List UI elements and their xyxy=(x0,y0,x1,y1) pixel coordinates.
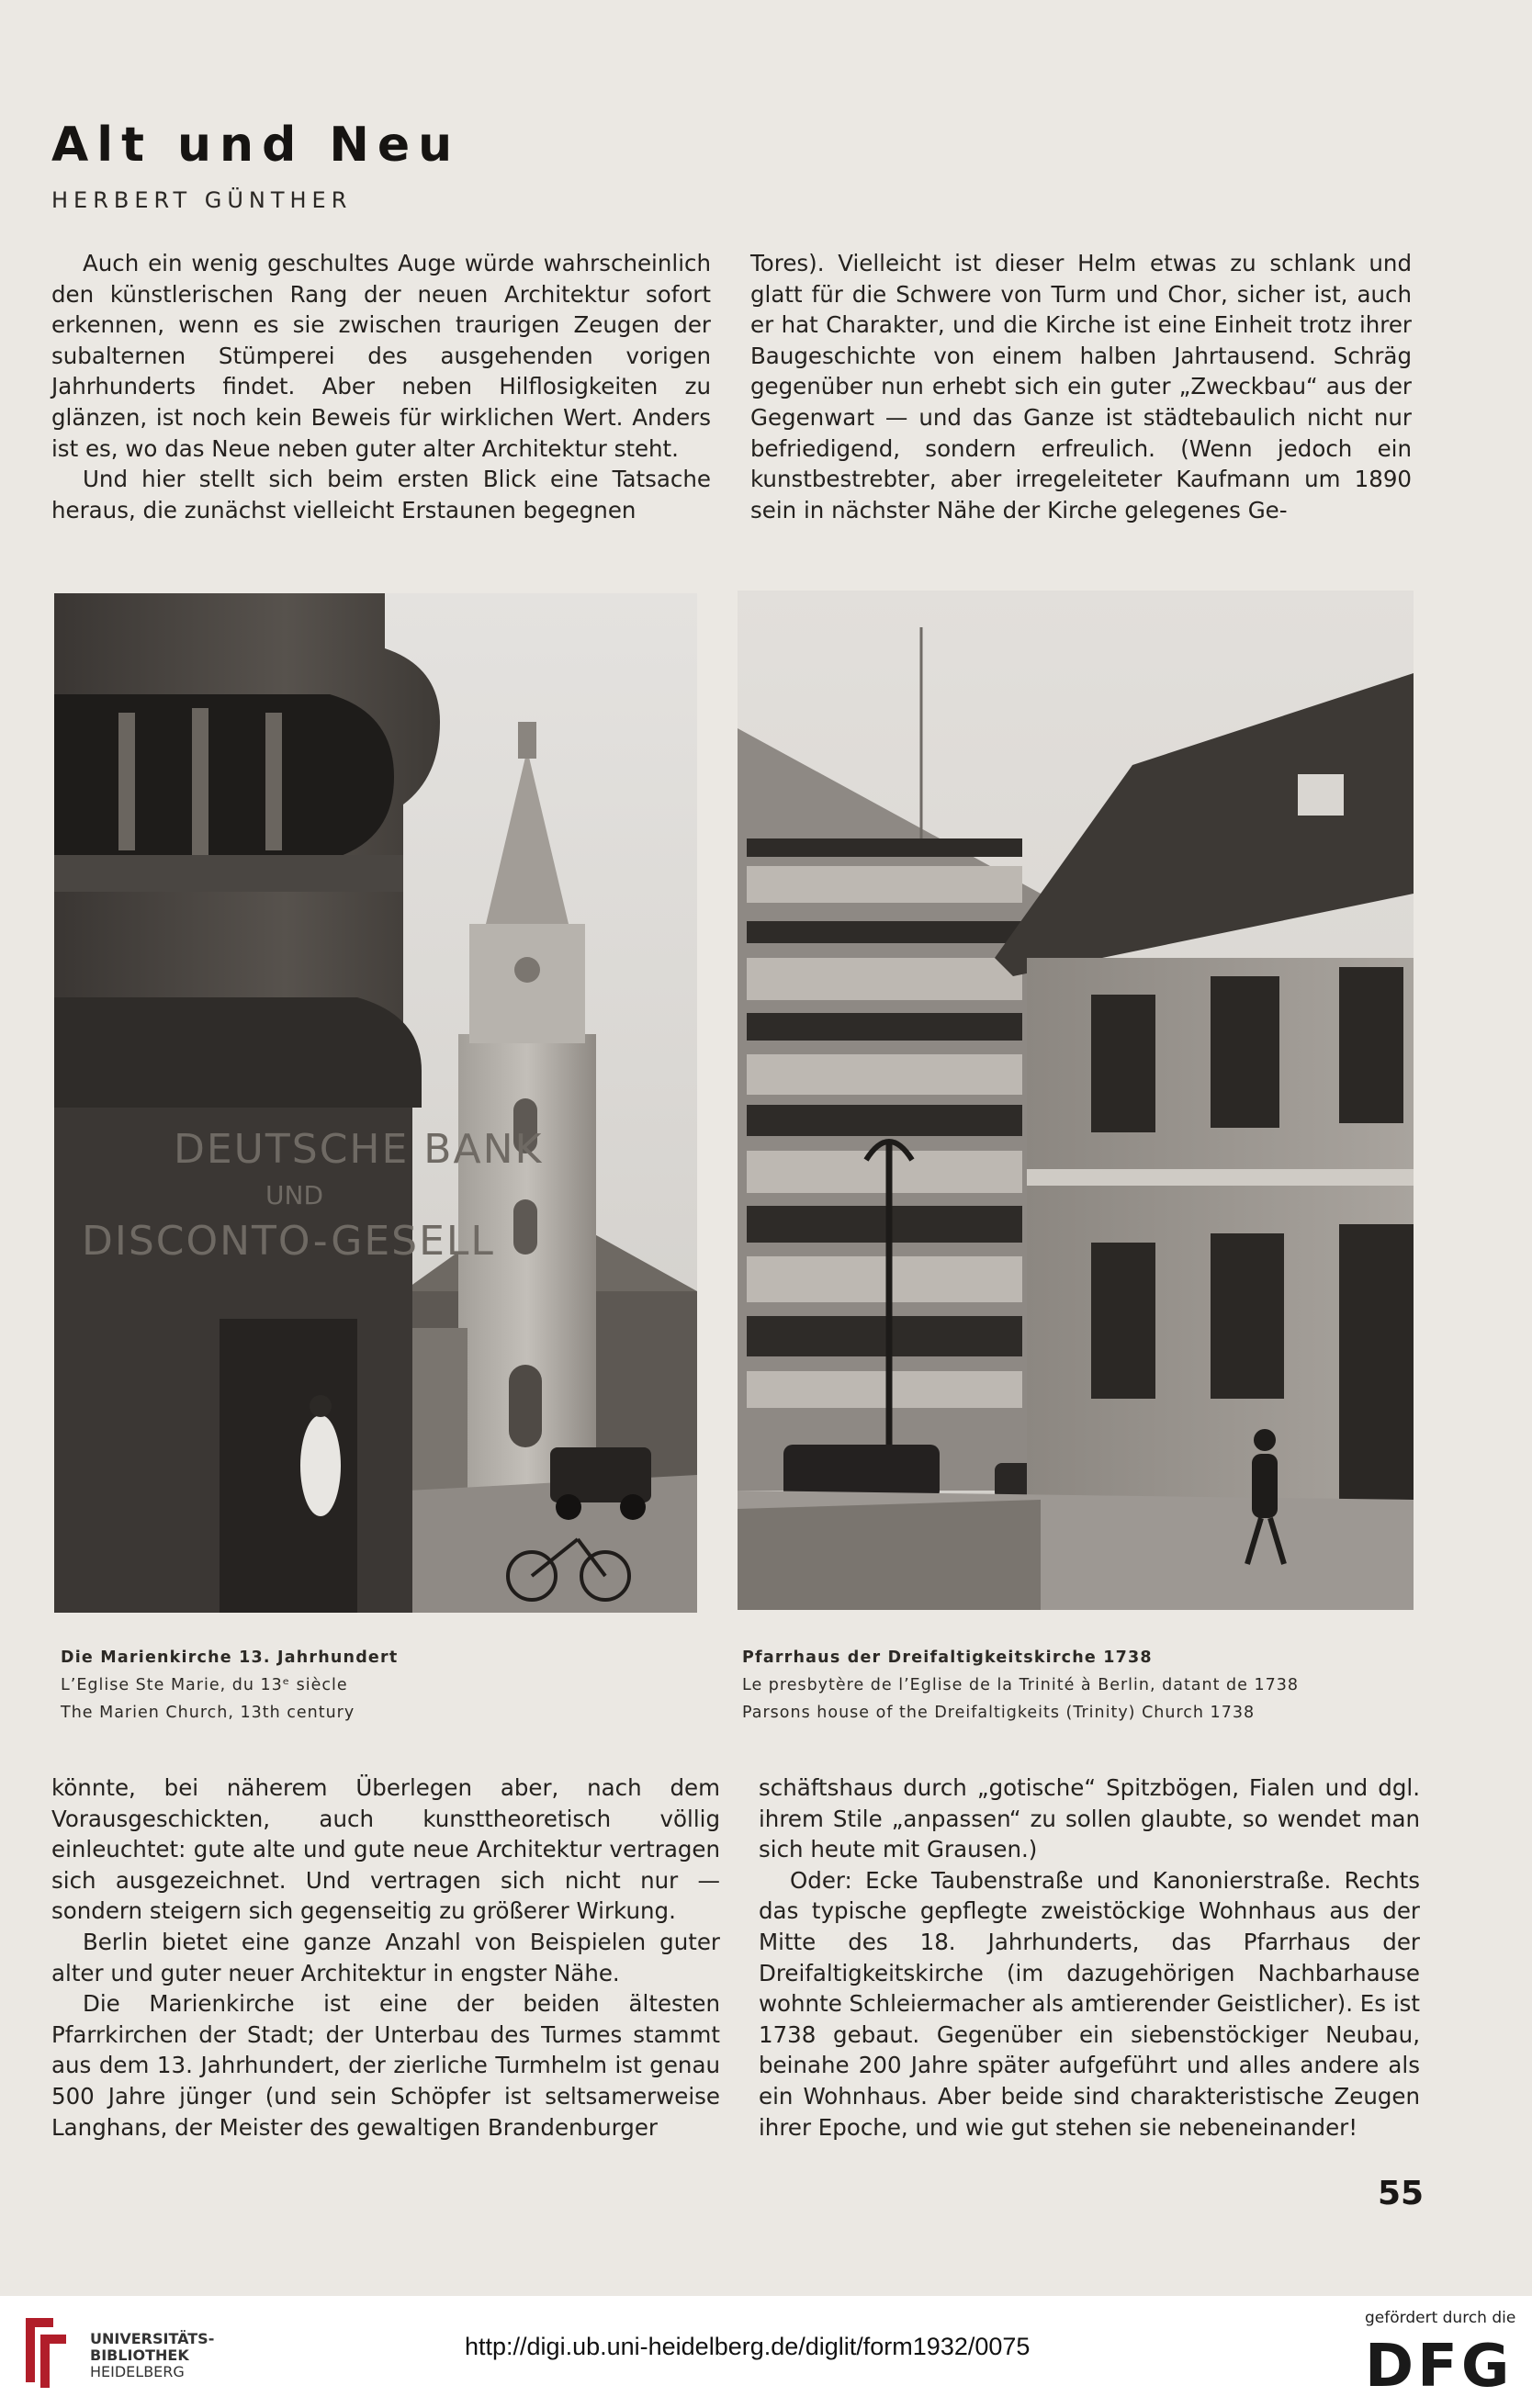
paragraph: Auch ein wenig geschultes Auge würde wahrscheinlich den künstlerischen Rang der neuen Architektur sofort erkennen, wenn es sie zwischen traurigen Zeugen der subalternen Stümperei des ausgehenden vorigen Jahrhunderts findet. Aber neben Hilflosigkeiten zu glänzen, ist noch kein Beweis für wirklichen Wert. Anders ist es, wo das Neue neben guter alter Architektur steht. xyxy=(51,250,711,462)
caption-marienkirche xyxy=(61,1644,704,1727)
paragraph: Berlin bietet eine ganze Anzahl von Beispielen guter alter und guter neuer Architektur in engster Nähe. xyxy=(51,1928,720,1986)
sign-line-3: DISCONTO-GESELL xyxy=(82,1218,495,1265)
paragraph: Die Marienkirche ist eine der beiden ältesten Pfarrkirchen der Stadt; der Unterbau des Turmes stammt aus dem 13. Jahrhundert, der zierliche Turmhelm ist genau 500 Jahre jünger (und sein Schöpfer ist seltsamerweise Langhans, der Meister des gewaltigen Brandenburger xyxy=(51,1990,720,2141)
caption-french: Le presbytère de l’Eglise de la Trinité à Berlin, datant de 1738 xyxy=(742,1676,1300,1694)
university-library-logo-icon xyxy=(18,2309,73,2391)
funding-label: gefördert durch die xyxy=(1365,2309,1516,2327)
photo-pfarrhaus-drawing xyxy=(738,591,1414,1610)
paragraph: Oder: Ecke Taubenstraße und Kanonierstraße. Rechts das typische gepflegte zweistöckige Wohnhaus aus der Mitte des 18. Jahrhunderts, das Pfarrhaus der Dreifaltigkeitskirche (im dazugehörigen Nachbarhause wohnte Schleiermacher als amtierender Geistlicher). Es ist 1738 gebaut. Gegenüber ein siebenstöckiger Neubau, beinahe 200 Jahre später aufgeführt und alles andere als ein Wohnhaus. Aber beide sind charakteristische Zeugen ihrer Epoche, und wie gut stehen sie nebeneinander! xyxy=(759,1866,1421,2141)
paragraph: Tores). Vielleicht ist dieser Helm etwas zu schlank und glatt für die Schwere von Turm und Chor, sicher ist, auch er hat Charakter, und die Kirche ist eine Einheit trotz ihrer Baugeschichte von einem halben Jahrtausend. Schräg gegenüber nun erhebt sich ein guter „Zweckbau“ aus der Gegenwart — und das Ganze ist städtebaulich nicht nur befriedigend, sondern erfreulich. (Wenn jedoch ein kunstbestrebter, aber irregeleiteter Kaufmann um 1890 sein in nächster Nähe der Kirche gelegenes Ge- xyxy=(750,250,1412,523)
article-author: HERBERT GÜNTHER xyxy=(51,187,353,213)
article-title: Alt und Neu xyxy=(51,118,461,173)
photo-marienkirche-drawing xyxy=(54,593,697,1613)
caption-english: Parsons house of the Dreifaltigkeits (Trinity) Church 1738 xyxy=(742,1704,1256,1722)
sign-line-2: UND xyxy=(265,1180,323,1210)
paragraph: schäftshaus durch „gotische“ Spitzbögen, Fialen und dgl. ihrem Stile „anpassen“ zu sollen glaubte, so wendet man sich heute mit Grausen.) xyxy=(759,1774,1420,1863)
caption-title: Pfarrhaus der Dreifaltigkeitskirche 1738 xyxy=(742,1648,1153,1667)
paragraph: Und hier stellt sich beim ersten Blick eine Tatsache heraus, die zunächst vielleicht Erstaunen begegnen xyxy=(51,466,711,523)
text-column-top-right xyxy=(750,248,1412,525)
text-column-top-left xyxy=(51,248,711,525)
photo-pfarrhaus xyxy=(738,591,1414,1610)
caption-french: L’Eglise Ste Marie, du 13ᵉ siècle xyxy=(61,1676,348,1694)
dfg-logo: DFG xyxy=(1365,2333,1514,2401)
caption-pfarrhaus xyxy=(742,1644,1422,1727)
photo-marienkirche xyxy=(54,593,697,1613)
text-column-bottom-right xyxy=(759,1772,1420,2143)
footer-bar xyxy=(0,2296,1532,2408)
source-url-link[interactable]: http://digi.ub.uni-heidelberg.de/diglit/form1932/0075 xyxy=(465,2333,1031,2360)
caption-english: The Marien Church, 13th century xyxy=(61,1704,355,1722)
page-number: 55 xyxy=(1378,2175,1425,2212)
university-library-name: UNIVERSITÄTS- BIBLIOTHEK HEIDELBERG xyxy=(90,2330,215,2380)
text-column-bottom-left xyxy=(51,1772,720,2143)
paragraph: könnte, bei näherem Überlegen aber, nach dem Vorausgeschickten, auch kunsttheoretisch völlig einleuchtet: gute alte und gute neue Architektur vertragen sich ausgezeichnet. Und vertragen sich nicht nur — sondern steigern sich gegenseitig zu größerer Wirkung. xyxy=(51,1774,720,1925)
caption-title: Die Marienkirche 13. Jahrhundert xyxy=(61,1648,399,1667)
sign-line-1: DEUTSCHE BANK xyxy=(174,1126,544,1173)
